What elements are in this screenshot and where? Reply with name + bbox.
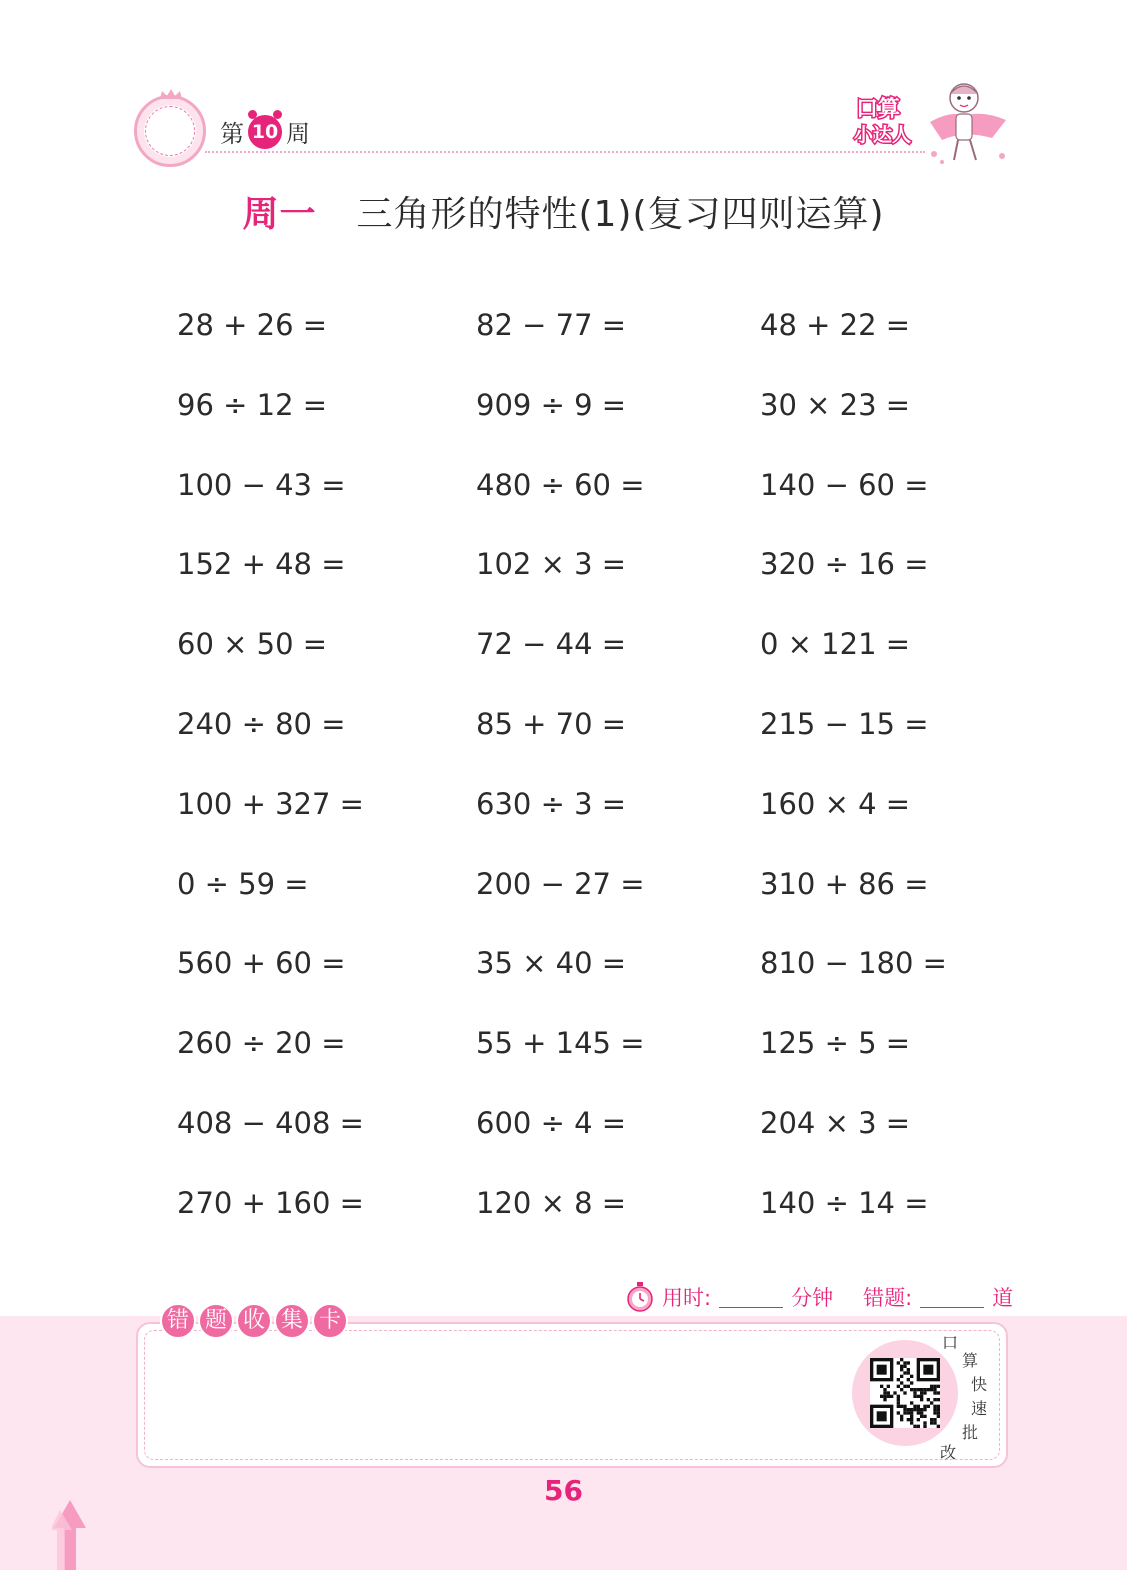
problem-row bbox=[0, 619, 1127, 699]
problem-item[interactable]: 204 × 3 = bbox=[760, 1105, 911, 1140]
title-topic: 三角形的特性(1)(复习四则运算) bbox=[356, 194, 885, 235]
problem-item[interactable]: 96 ÷ 12 = bbox=[177, 387, 328, 422]
card-title-char: 卡 bbox=[312, 1303, 348, 1339]
problem-row bbox=[0, 1098, 1127, 1178]
card-title-char: 集 bbox=[274, 1303, 310, 1339]
week-number-badge: 10 bbox=[248, 115, 282, 149]
problem-row bbox=[0, 380, 1127, 460]
problem-item[interactable]: 102 × 3 = bbox=[476, 547, 627, 582]
problem-grid bbox=[0, 300, 1127, 1258]
errors-unit: 道 bbox=[992, 1286, 1014, 1310]
problem-item[interactable]: 215 − 15 = bbox=[760, 706, 929, 741]
mascot-illustration bbox=[922, 76, 1014, 168]
problem-item[interactable]: 480 ÷ 60 = bbox=[476, 467, 645, 502]
problem-item[interactable]: 140 − 60 = bbox=[760, 467, 929, 502]
problem-item[interactable]: 125 ÷ 5 = bbox=[760, 1026, 911, 1061]
publisher-seal-logo bbox=[134, 95, 206, 167]
qr-code-icon[interactable] bbox=[870, 1358, 940, 1428]
problem-item[interactable]: 0 × 121 = bbox=[760, 627, 911, 662]
problem-row bbox=[0, 938, 1127, 1018]
problem-item[interactable]: 320 ÷ 16 = bbox=[760, 547, 929, 582]
problem-item[interactable]: 100 + 327 = bbox=[177, 786, 364, 821]
header-divider bbox=[205, 151, 925, 153]
time-label: 用时: bbox=[662, 1286, 712, 1310]
problem-item[interactable]: 260 ÷ 20 = bbox=[177, 1026, 346, 1061]
problem-item[interactable]: 30 × 23 = bbox=[760, 387, 911, 422]
problem-row bbox=[0, 1018, 1127, 1098]
card-title-char: 题 bbox=[198, 1303, 234, 1339]
problem-item[interactable]: 160 × 4 = bbox=[760, 786, 911, 821]
qr-side-text: 口 bbox=[942, 1333, 959, 1352]
week-prefix: 第 bbox=[220, 120, 244, 148]
problem-item[interactable]: 35 × 40 = bbox=[476, 946, 627, 981]
title-day: 周一 bbox=[242, 194, 317, 235]
card-title-char: 收 bbox=[236, 1303, 272, 1339]
problem-item[interactable]: 630 ÷ 3 = bbox=[476, 786, 627, 821]
brand-line2: 小达人 bbox=[854, 124, 912, 146]
problem-row bbox=[0, 300, 1127, 380]
problem-item[interactable]: 55 + 145 = bbox=[476, 1026, 645, 1061]
problem-item[interactable]: 270 + 160 = bbox=[177, 1185, 364, 1220]
brand-logo bbox=[852, 94, 920, 146]
problem-item[interactable]: 0 ÷ 59 = bbox=[177, 866, 309, 901]
page-number: 56 bbox=[544, 1474, 583, 1507]
problem-item[interactable]: 82 − 77 = bbox=[476, 308, 627, 342]
qr-side-text: 批 bbox=[962, 1423, 979, 1442]
card-title-char: 错 bbox=[160, 1303, 196, 1339]
brand-line1: 口算 bbox=[856, 97, 901, 122]
week-suffix: 周 bbox=[286, 120, 310, 148]
problem-item[interactable]: 28 + 26 = bbox=[177, 308, 328, 342]
problem-item[interactable]: 200 − 27 = bbox=[476, 866, 645, 901]
problem-row bbox=[0, 460, 1127, 540]
error-collection-card-title bbox=[160, 1303, 348, 1339]
problem-item[interactable]: 140 ÷ 14 = bbox=[760, 1185, 929, 1220]
problem-item[interactable]: 560 + 60 = bbox=[177, 946, 346, 981]
problem-item[interactable]: 909 ÷ 9 = bbox=[476, 387, 627, 422]
problem-item[interactable]: 60 × 50 = bbox=[177, 627, 328, 662]
page-title bbox=[0, 186, 1127, 237]
time-blank[interactable] bbox=[719, 1287, 783, 1308]
crown-icon bbox=[159, 88, 183, 100]
time-unit: 分钟 bbox=[791, 1286, 834, 1310]
problem-row bbox=[0, 539, 1127, 619]
problem-item[interactable]: 48 + 22 = bbox=[760, 308, 911, 342]
qr-side-text: 算 bbox=[962, 1351, 979, 1370]
problem-item[interactable]: 120 × 8 = bbox=[476, 1185, 627, 1220]
problem-item[interactable]: 810 − 180 = bbox=[760, 946, 947, 981]
stopwatch-icon bbox=[626, 1282, 654, 1312]
qr-side-text: 改 bbox=[940, 1443, 957, 1462]
qr-side-text: 速 bbox=[971, 1399, 988, 1418]
problem-item[interactable]: 310 + 86 = bbox=[760, 866, 929, 901]
problem-row bbox=[0, 779, 1127, 859]
problem-row bbox=[0, 1178, 1127, 1258]
week-label bbox=[220, 114, 310, 149]
problem-item[interactable]: 152 + 48 = bbox=[177, 547, 346, 582]
problem-item[interactable]: 100 − 43 = bbox=[177, 467, 346, 502]
errors-blank[interactable] bbox=[920, 1287, 984, 1308]
qr-side-text: 快 bbox=[971, 1375, 988, 1394]
problem-item[interactable]: 408 − 408 = bbox=[177, 1105, 364, 1140]
time-error-record bbox=[626, 1282, 1013, 1312]
problem-row bbox=[0, 859, 1127, 939]
errors-label: 错题: bbox=[863, 1286, 913, 1310]
problem-item[interactable]: 85 + 70 = bbox=[476, 706, 627, 741]
problem-item[interactable]: 240 ÷ 80 = bbox=[177, 706, 346, 741]
up-arrow-decoration bbox=[52, 1500, 88, 1570]
problem-row bbox=[0, 699, 1127, 779]
problem-item[interactable]: 72 − 44 = bbox=[476, 627, 627, 662]
problem-item[interactable]: 600 ÷ 4 = bbox=[476, 1105, 627, 1140]
